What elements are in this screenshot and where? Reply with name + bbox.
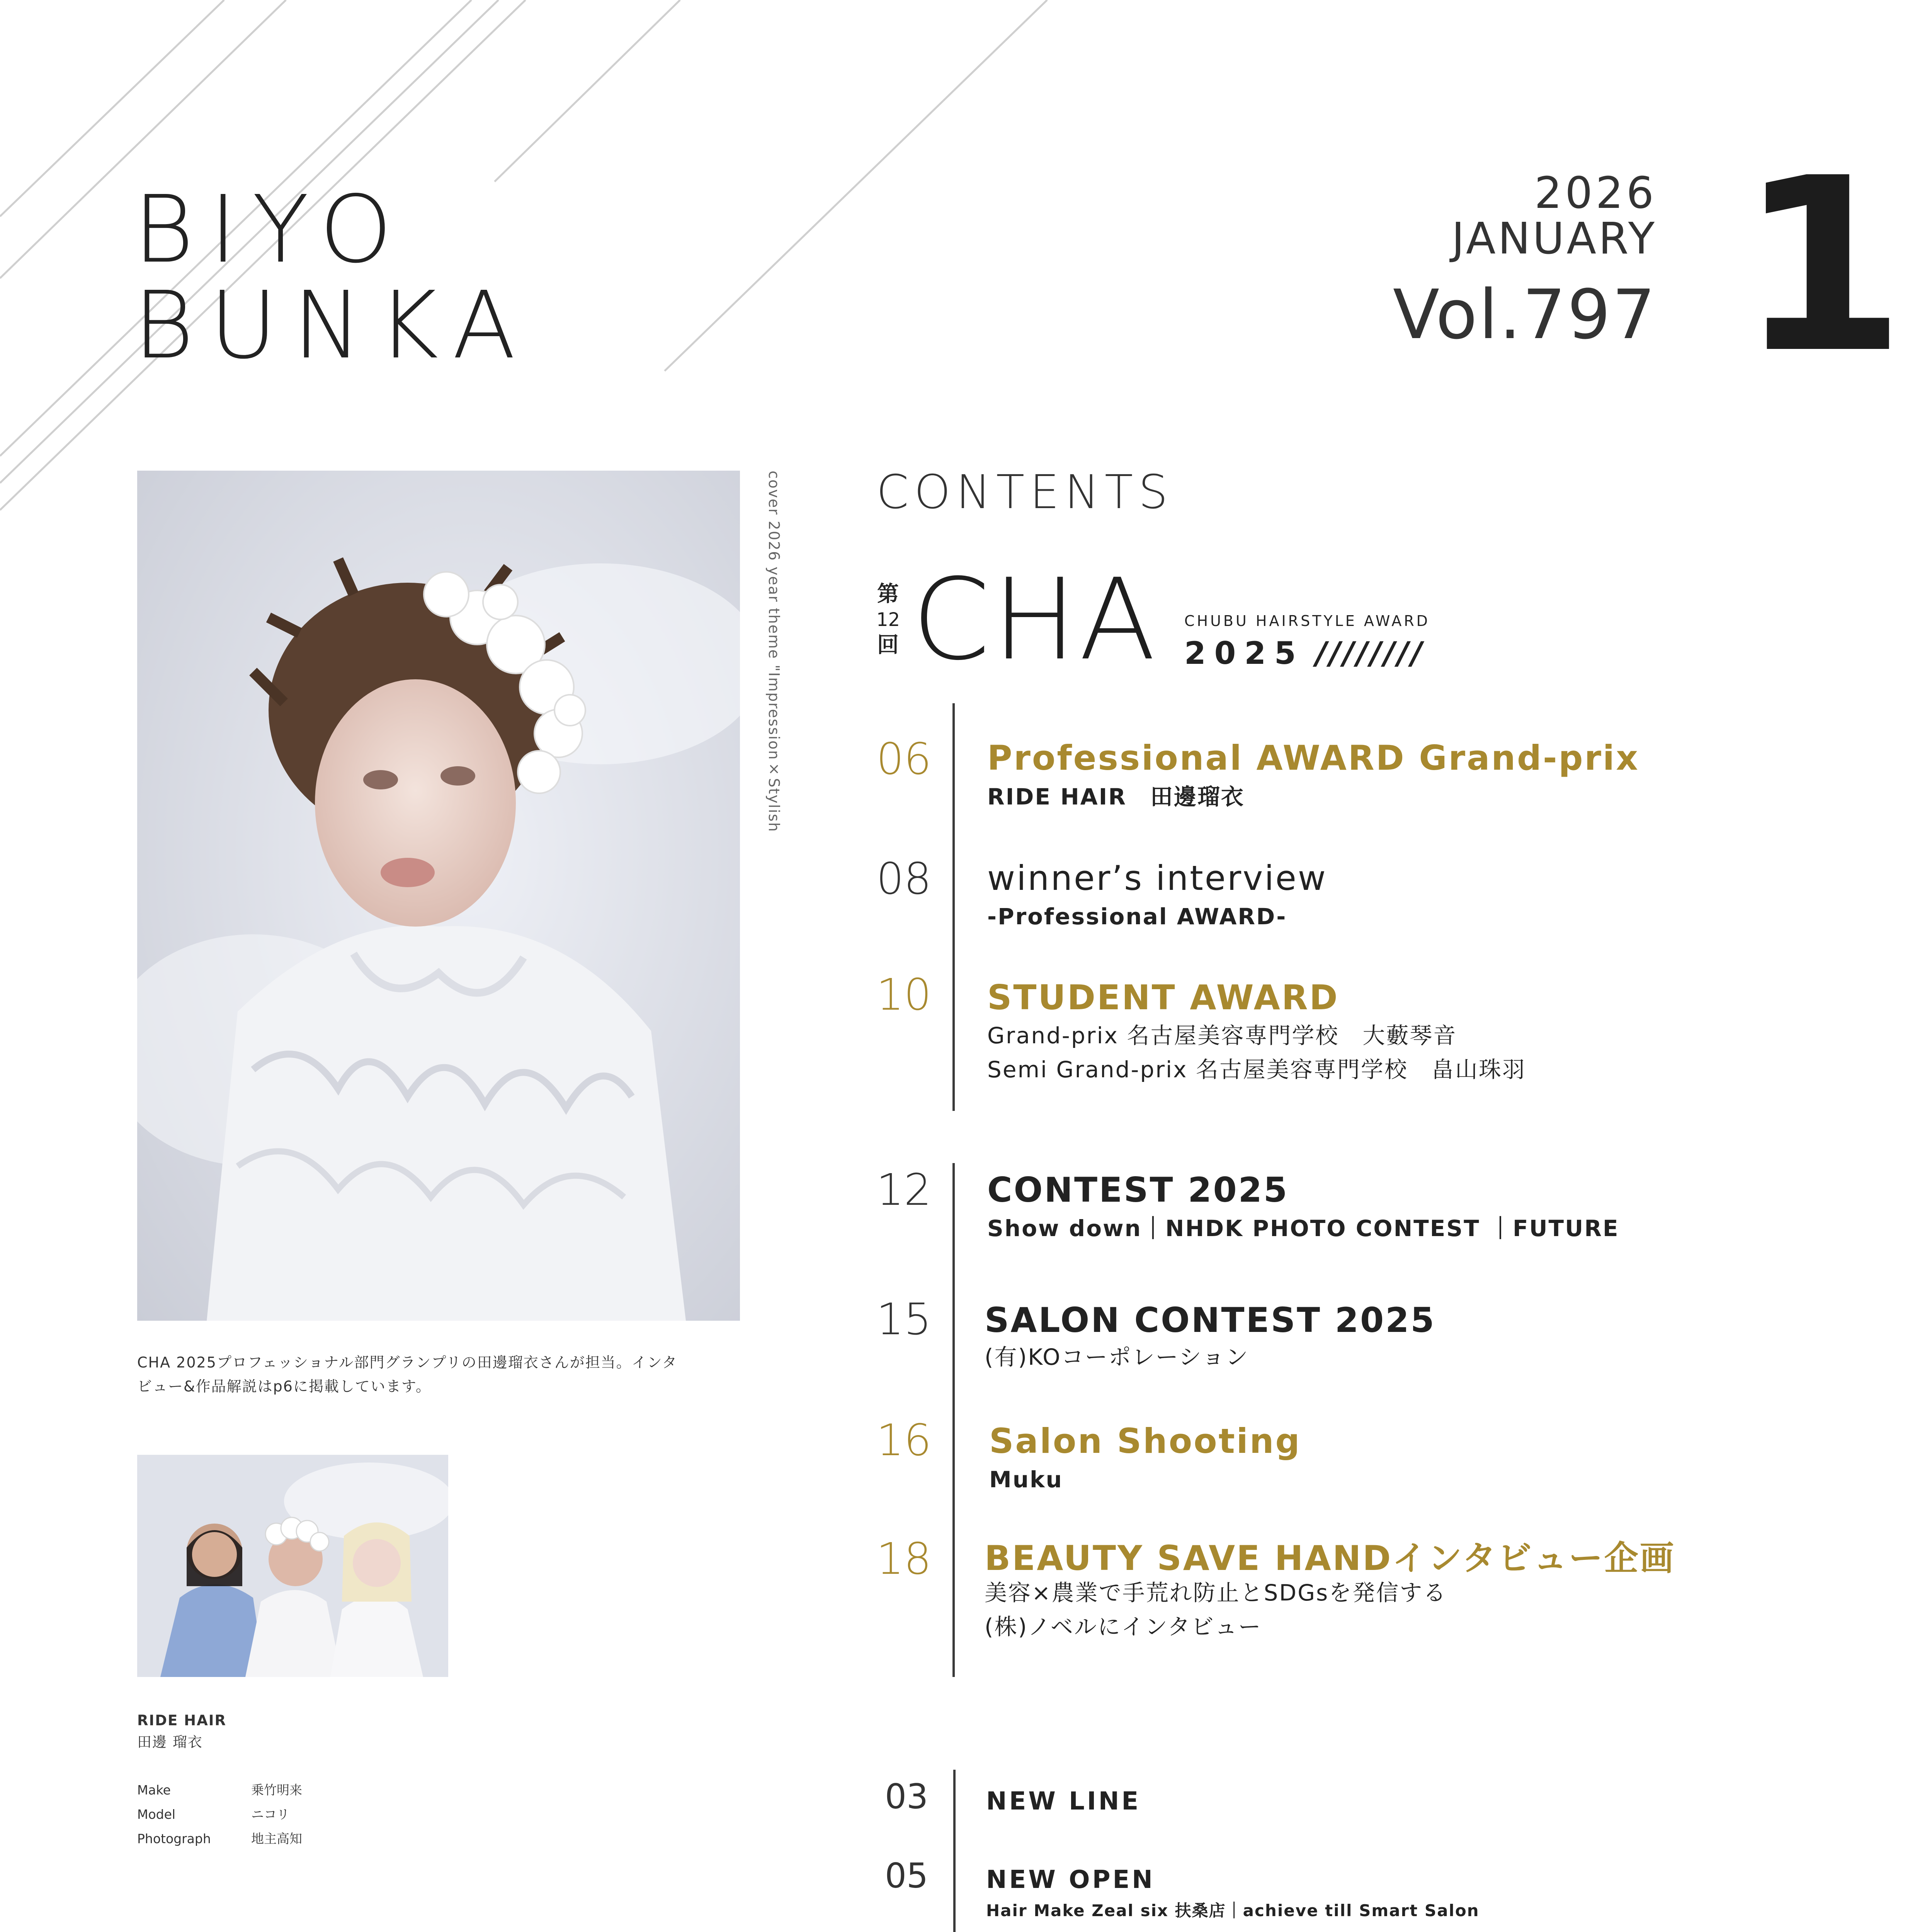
- cha-slashes: ////////: [1316, 635, 1425, 671]
- toc-page-number: 15: [876, 1294, 932, 1345]
- team-photo: [137, 1455, 448, 1677]
- toc-title-link[interactable]: Salon Shooting: [989, 1421, 1301, 1461]
- brand-logo: [133, 175, 531, 379]
- cover-caption-line1: CHA 2025プロフェッショナル部門グランプリの田邊瑠衣さんが担当。インタ: [137, 1354, 678, 1371]
- cha-kanji-number: 12: [876, 609, 900, 631]
- toc-title-link[interactable]: NEW OPEN: [986, 1866, 1155, 1894]
- cha-year: 2025: [1184, 635, 1304, 671]
- brand-logo-line2: BUNKA: [133, 271, 531, 379]
- toc-title-link[interactable]: NEW LINE: [986, 1787, 1141, 1816]
- cover-photo: [137, 471, 740, 1321]
- toc-page-number: 18: [876, 1534, 932, 1584]
- credit-salon: RIDE HAIR: [137, 1712, 226, 1729]
- contents-title: CONTENTS: [876, 466, 1173, 519]
- credit-key: Make: [137, 1782, 171, 1798]
- toc-subtitle: Grand-prix 名古屋美容専門学校 大藪琴音: [987, 1022, 1457, 1049]
- toc-page-number: 06: [876, 734, 932, 784]
- credit-row-make: [137, 1779, 408, 1801]
- toc-page-number: 16: [876, 1415, 932, 1466]
- credit-value: 乗竹明来: [251, 1782, 302, 1798]
- issue-year: 2026: [1534, 168, 1657, 218]
- cha-logo: CHA: [912, 555, 1158, 685]
- brand-logo-line1: BIYO: [133, 175, 408, 284]
- toc-subtitle: Semi Grand-prix 名古屋美容専門学校 畠山珠羽: [987, 1056, 1526, 1083]
- regular-divider-line: [953, 1770, 956, 1932]
- cha-edition-number: [876, 582, 900, 658]
- credit-key: Model: [137, 1807, 176, 1822]
- cha-subtitle: CHUBU HAIRSTYLE AWARD: [1184, 612, 1430, 629]
- toc-subtitle: -Professional AWARD-: [987, 903, 1287, 930]
- toc-page-number: 12: [876, 1165, 932, 1215]
- toc-page-number: 03: [885, 1777, 928, 1816]
- credit-row-model: [137, 1804, 408, 1825]
- issue-number: 1: [1739, 127, 1906, 406]
- toc-page-number: 05: [885, 1856, 928, 1896]
- cha-kanji-dai: 第: [877, 582, 899, 607]
- toc-title-link[interactable]: SALON CONTEST 2025: [985, 1300, 1436, 1340]
- toc-subtitle: Show down｜NHDK PHOTO CONTEST ｜FUTURE: [987, 1215, 1619, 1242]
- issue-month: JANUARY: [1451, 214, 1657, 264]
- main-divider-line: [952, 1163, 955, 1677]
- toc-subtitle: (株)ノベルにインタビュー: [985, 1614, 1262, 1640]
- toc-subtitle: 美容×農業で手荒れ防止とSDGsを発信する: [985, 1580, 1447, 1606]
- toc-page-number: 08: [876, 854, 932, 904]
- credits-block: [137, 1710, 226, 1753]
- credit-value: 地主高知: [251, 1831, 302, 1846]
- toc-subtitle: Muku: [989, 1466, 1063, 1493]
- toc-page-number: 10: [876, 970, 932, 1020]
- credit-key: Photograph: [137, 1831, 211, 1846]
- cover-caption: [137, 1350, 763, 1398]
- credit-value: ニコリ: [251, 1807, 289, 1822]
- cover-theme-vertical: cover 2026 year theme "Impression×Stylish: [765, 471, 782, 833]
- toc-subtitle: RIDE HAIR 田邊瑠衣: [987, 784, 1245, 810]
- feature-divider-line: [952, 703, 955, 1111]
- toc-title-link[interactable]: Professional AWARD Grand-prix: [987, 738, 1639, 778]
- cover-caption-line2: ビュー&作品解説はp6に掲載しています。: [137, 1378, 431, 1395]
- toc-title-link[interactable]: BEAUTY SAVE HANDインタビュー企画: [985, 1538, 1675, 1578]
- issue-volume: Vol.797: [1393, 275, 1657, 354]
- credit-row-photograph: [137, 1828, 408, 1850]
- toc-title-link[interactable]: STUDENT AWARD: [987, 978, 1339, 1017]
- toc-title-link[interactable]: winner’s interview: [987, 858, 1327, 898]
- credit-stylist: 田邊 瑠衣: [137, 1734, 203, 1750]
- toc-subtitle: Hair Make Zeal six 扶桑店｜achieve till Smart Salon: [986, 1901, 1480, 1920]
- cha-kanji-kai: 回: [877, 633, 899, 658]
- toc-subtitle: (有)KOコーポレーション: [985, 1344, 1249, 1370]
- toc-title-link[interactable]: CONTEST 2025: [987, 1170, 1289, 1210]
